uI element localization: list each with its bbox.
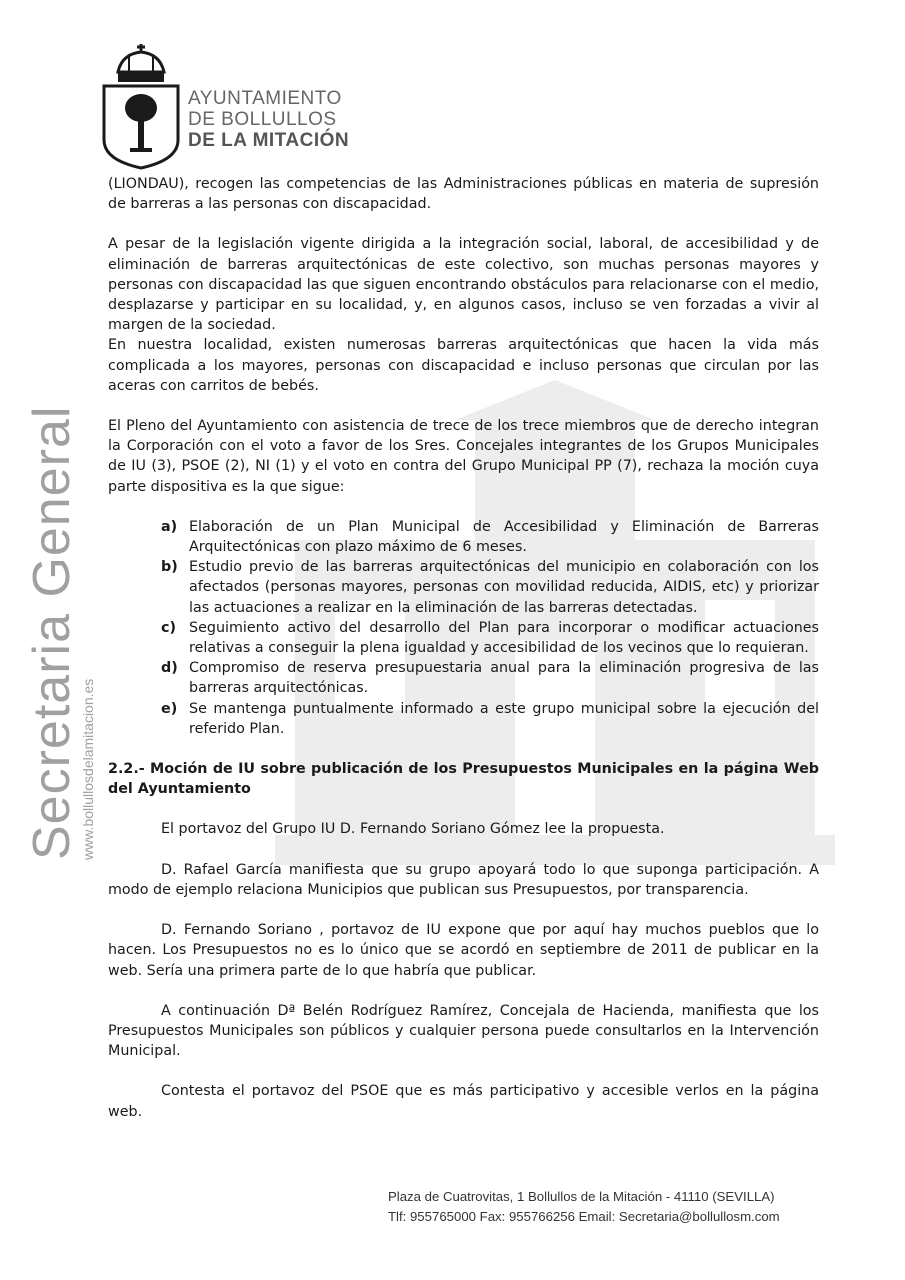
paragraph-6: D. Rafael García manifiesta que su grupo apoyará todo lo que suponga participación. A modo de ejemplo relaciona Municipios que publican sus Presupuestos, por transparencia. bbox=[108, 861, 819, 898]
list-item: d) Compromiso de reserva presupuestaria anual para la eliminación progresiva de las barreras arquitectónicas. bbox=[161, 660, 819, 697]
footer-address: Plaza de Cuatrovitas, 1 Bollullos de la Mitación - 41110 (SEVILLA) bbox=[388, 1189, 775, 1204]
document-body bbox=[108, 174, 819, 1142]
list-item: a) Elaboración de un Plan Municipal de Accesibilidad y Eliminación de Barreras Arquitectónicas con plazo máximo de 6 meses. bbox=[161, 518, 819, 556]
page-footer bbox=[388, 1187, 822, 1226]
list-item: c) Seguimiento activo del desarrollo del Plan para incorporar o modificar actuaciones relativas a conseguir la plena igualdad y accesibilidad de los vecinos que lo requieran. bbox=[161, 619, 819, 657]
list-item: e) Se mantenga puntualmente informado a este grupo municipal sobre la ejecución del referido Plan. bbox=[161, 700, 819, 737]
logo-line-2: DE BOLLULLOS bbox=[188, 109, 337, 130]
sidebar-url: www.bollullosdelamitacion.es bbox=[80, 678, 96, 860]
footer-contact: Tlf: 955765000 Fax: 955766256 Email: Secretaria@bollullosm.com bbox=[388, 1208, 780, 1224]
paragraph-7: D. Fernando Soriano , portavoz de IU expone que por aquí hay muchos pueblos que lo hacen. Los Presupuestos no es lo único que se acordó en septiembre de 2011 de publicar en la web. Sería una primera parte de lo que habría que publicar. bbox=[108, 922, 819, 979]
paragraph-2: A pesar de la legislación vigente dirigida a la integración social, laboral, de accesibilidad y de eliminación de barreras arquitectónicas de este colectivo, son muchas personas mayores y personas con discapacidad las que siguen encontrando obstáculos para relacionarse con el medio, desplazarse y participar en su localidad, y, en algunos casos, incluso se ven forzadas a vivir al margen de la sociedad. bbox=[108, 236, 819, 334]
paragraph-5: El portavoz del Grupo IU D. Fernando Soriano Gómez lee la propuesta. bbox=[161, 821, 665, 838]
list-item: b) Estudio previo de las barreras arquitectónicas del municipio en colaboración con los afectados (personas mayores, personas con movilidad reducida, AIDIS, etc) y priorizar las actuaciones a realizar en la eliminación de las barreras detectadas. bbox=[161, 559, 819, 616]
paragraph-3: En nuestra localidad, existen numerosas barreras arquitectónicas que hacen la vida más complicada a los mayores, personas con discapacidad e incluso personas que circulan por las aceras con carritos de bebés. bbox=[108, 337, 819, 394]
sidebar-title: Secretaria General bbox=[23, 405, 81, 860]
section-heading: 2.2.- Moción de IU sobre publicación de los Presupuestos Municipales en la página Web del Ayuntamiento bbox=[108, 761, 819, 798]
motion-list bbox=[108, 517, 819, 739]
paragraph-9: Contesta el portavoz del PSOE que es más participativo y accesible verlos en la página web. bbox=[108, 1083, 819, 1120]
logo-line-1: AYUNTAMIENTO bbox=[188, 88, 342, 109]
paragraph-4: El Pleno del Ayuntamiento con asistencia de trece de los trece miembros que de derecho integran la Corporación con el voto a favor de los Sres. Concejales integrantes de los Grupos Municipales de IU (3), PSOE (2), NI (1) y el voto en contra del Grupo Municipal PP (7), rechaza la moción cuya parte dispositiva es la que sigue: bbox=[108, 418, 819, 495]
paragraph-8: A continuación Dª Belén Rodríguez Ramírez, Concejala de Hacienda, manifiesta que los Presupuestos Municipales son públicos y cualquier persona puede consultarlos en la Intervención Municipal. bbox=[108, 1002, 819, 1060]
logo-line-3: DE LA MITACIÓN bbox=[188, 130, 350, 151]
paragraph-1: (LIONDAU), recogen las competencias de las Administraciones públicas en materia de supresión de barreras a las personas con discapacidad. bbox=[108, 176, 819, 213]
